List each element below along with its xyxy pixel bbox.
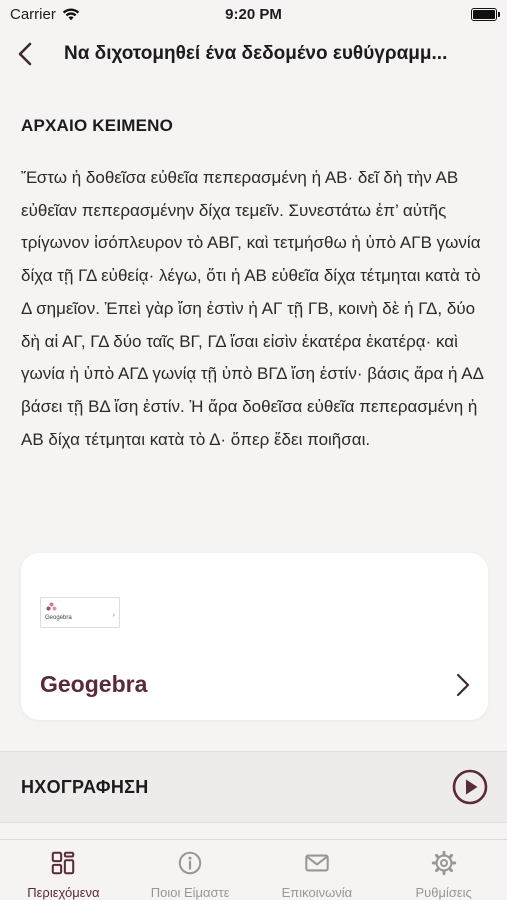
tab-about-us[interactable] [127,840,254,900]
battery-icon [471,8,497,21]
tab-label: Επικοινωνία [281,885,353,900]
grid-icon [49,850,77,876]
geogebra-logo-icon [46,602,57,611]
section-heading: ΑΡΧΑΙΟ ΚΕΙΜΕΝΟ [21,116,174,135]
chevron-right-icon [456,673,470,697]
tab-settings[interactable] [380,840,507,900]
back-button[interactable] [2,32,48,76]
battery-fill [473,10,495,19]
audio-title: ΗΧΟΓΡΑΦΗΣΗ [21,776,149,797]
carrier-label: Carrier [10,5,56,23]
geogebra-title: Geogebra [40,671,148,697]
thumbnail-label: Geogebra [45,615,72,621]
status-left [10,6,80,23]
status-time: 9:20 PM [225,5,282,23]
tab-label: Περιεχόμενα [27,885,100,900]
tab-contents[interactable] [0,840,127,900]
geogebra-card[interactable] [21,553,488,720]
play-circle-icon[interactable] [452,769,488,805]
gear-icon [430,850,458,876]
geogebra-thumbnail [40,597,120,628]
thumbnail-chevron-icon: › [112,612,115,619]
mail-icon [303,850,331,876]
page-title: Να διχοτομηθεί ένα δεδομένο ευθύγραμμ... [64,43,448,64]
tab-label: Ρυθμίσεις [415,885,472,900]
navigation-bar [0,30,507,78]
info-icon [176,850,204,876]
tab-contact[interactable] [254,840,381,900]
audio-recording-bar [0,751,507,823]
ancient-text: Ἔστω ἡ δοθεῖσα εὐθεῖα πεπερασμένη ἡ ΑΒ· δεῖ δὴ τὴν ΑΒ εὐθεῖαν πεπερασμένην δίχα τεμεῖν. Συνεστάτω ἐπ’ αὐτῆς τρίγωνον ἰσόπλευρον τὸ ΑΒΓ, καὶ τετμήσθω ἡ ὑπὸ ΑΓΒ γωνία δίχα τῇ ΓΔ εὐθείᾳ· λέγω, ὅτι ἡ ΑΒ εὐθεῖα δίχα τέτμηται κατὰ τὸ Δ σημεῖον. Ἐπεὶ γὰρ ἴση ἐστὶν ἡ ΑΓ τῇ ΓΒ, κοινὴ δὲ ἡ ΓΔ, δύο δὴ αἱ ΑΓ, ΓΔ δύο ταῖς ΒΓ, ΓΔ ἴσαι εἰσὶν ἑκατέρα ἑκατέρᾳ· καὶ γωνία ἡ ὑπὸ ΑΓΔ γωνίᾳ τῇ ὑπὸ ΒΓΔ ἴση ἐστίν· βάσις ἄρα ἡ ΑΔ βάσει τῇ ΒΔ ἴση ἐστίν. Ἡ ἄρα δοθεῖσα εὐθεῖα πεπερασμένη ἡ ΑΒ δίχα τέτμηται κατὰ τὸ Δ· ὅπερ ἔδει ποιῆσαι. [21,168,484,449]
tab-label: Ποιοι Είμαστε [150,885,230,900]
chevron-left-icon [18,42,32,66]
tab-bar [0,839,507,900]
status-bar [0,0,507,28]
wifi-icon [62,7,80,21]
